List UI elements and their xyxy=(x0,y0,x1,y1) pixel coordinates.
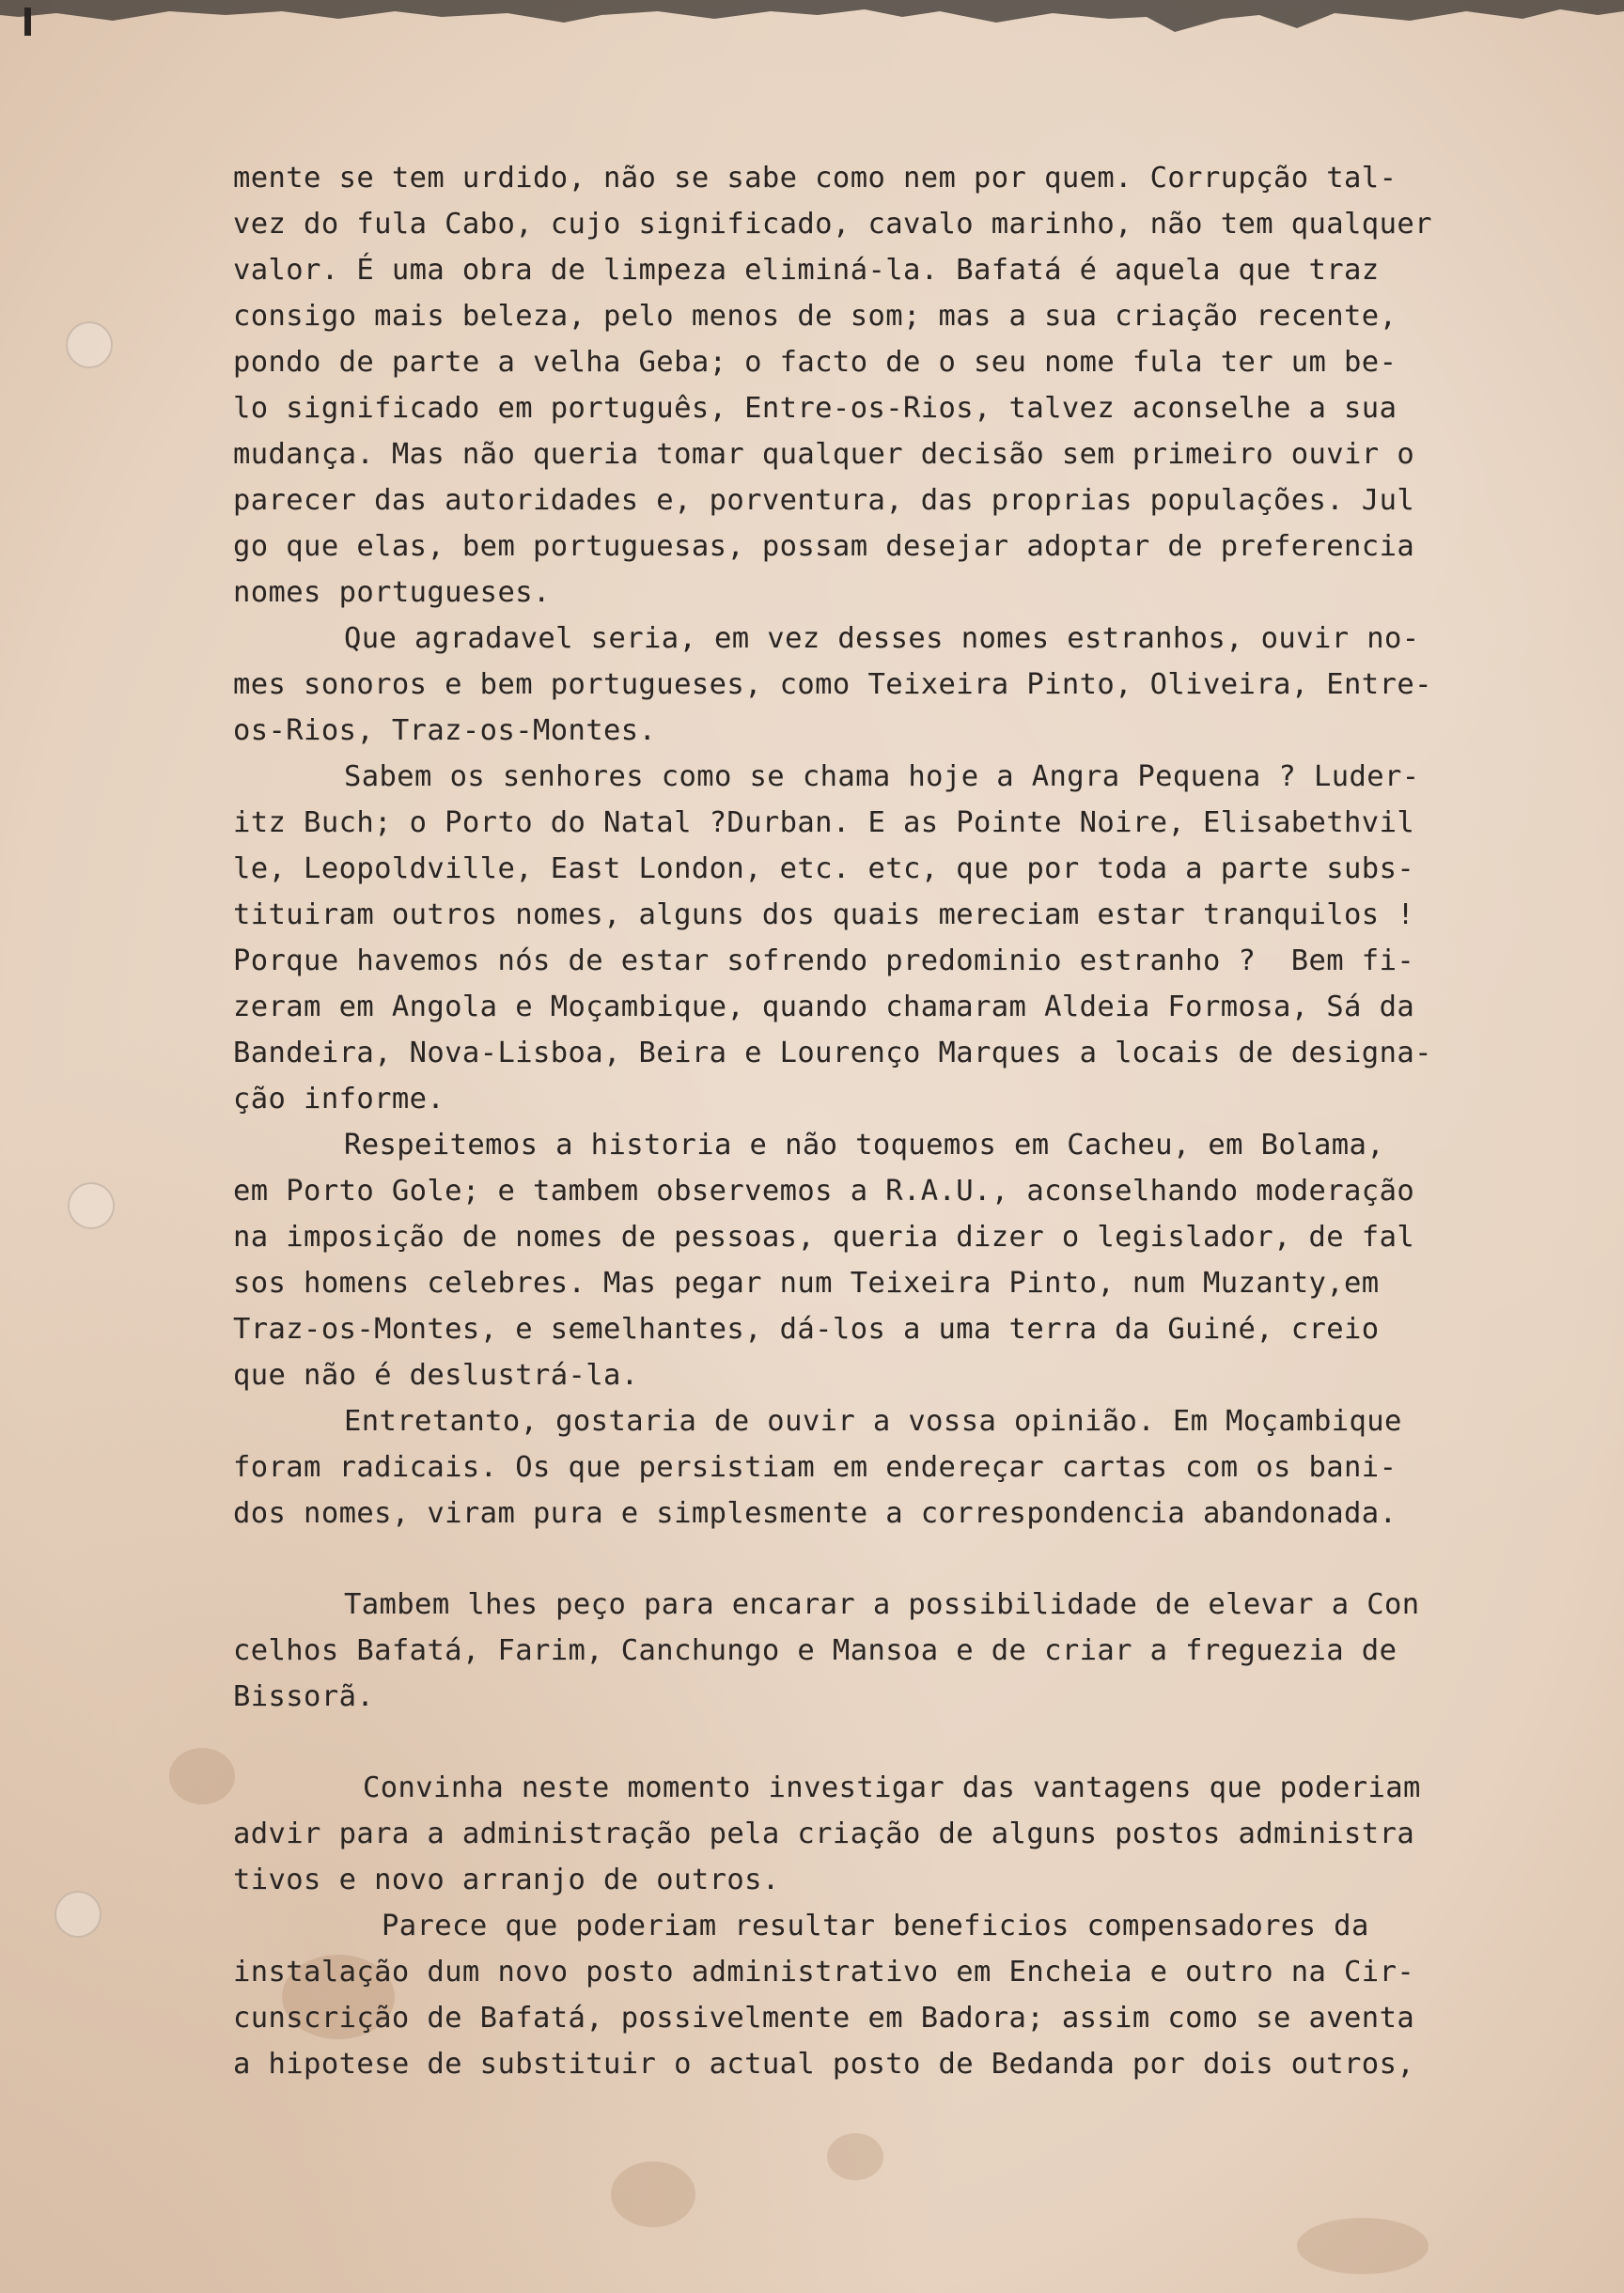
paragraph-place-names xyxy=(233,155,1492,616)
text-line: pondo de parte a velha Geba; o facto de o seu nome fula ter um be- xyxy=(233,346,1398,379)
text-line: consigo mais beleza, pelo menos de som; mas a sua criação recente, xyxy=(233,300,1398,333)
foxing-stain xyxy=(827,2133,883,2180)
paragraph-concelhos xyxy=(233,1582,1492,1720)
paragraph-history xyxy=(233,1122,1492,1398)
paragraph-portuguese-names xyxy=(233,616,1492,754)
text-line: dos nomes, viram pura e simplesmente a correspondencia abandonada. xyxy=(233,1497,1398,1530)
text-line: Traz-os-Montes, e semelhantes, dá-los a uma terra da Guiné, creio xyxy=(233,1313,1380,1346)
paragraph-administrative-posts xyxy=(233,1765,1492,1903)
paragraph-gap xyxy=(233,1536,1492,1582)
text-line: advir para a administração pela criação de alguns postos administra xyxy=(233,1817,1415,1850)
text-line: tivos e novo arranjo de outros. xyxy=(233,1864,780,1896)
paragraph-opinion xyxy=(233,1398,1492,1536)
typewritten-text xyxy=(233,155,1492,2087)
text-line: na imposição de nomes de pessoas, queria dizer o legislador, de fal xyxy=(233,1221,1415,1254)
punch-hole xyxy=(66,321,113,368)
foxing-stain xyxy=(611,2161,695,2227)
punch-hole xyxy=(68,1182,115,1229)
text-line: lo significado em português, Entre-os-Rios, talvez aconselhe a sua xyxy=(233,392,1398,425)
paragraph-new-posts xyxy=(233,1903,1492,2087)
text-line: os-Rios, Traz-os-Montes. xyxy=(233,714,657,747)
text-line: itz Buch; o Porto do Natal ?Durban. E as Pointe Noire, Elisabethvil xyxy=(233,806,1415,839)
text-line: mente se tem urdido, não se sabe como nem por quem. Corrupção tal- xyxy=(233,162,1398,195)
foxing-stain xyxy=(1297,2218,1429,2274)
text-line: valor. É uma obra de limpeza eliminá-la. Bafatá é aquela que traz xyxy=(233,254,1380,287)
foxing-stain xyxy=(169,1748,235,1804)
punch-hole xyxy=(55,1891,102,1938)
text-line: vez do fula Cabo, cujo significado, cavalo marinho, não tem qualquer xyxy=(233,208,1432,241)
text-line: Entretanto, gostaria de ouvir a vossa opinião. Em Moçambique xyxy=(344,1405,1402,1438)
text-line: foram radicais. Os que persistiam em endereçar cartas com os bani- xyxy=(233,1451,1398,1484)
paragraph-gap xyxy=(233,1720,1492,1765)
paragraph-foreign-examples xyxy=(233,754,1492,1122)
text-line: go que elas, bem portuguesas, possam desejar adoptar de preferencia xyxy=(233,530,1415,563)
text-line: a hipotese de substituir o actual posto de Bedanda por dois outros, xyxy=(233,2048,1415,2081)
text-line: Sabem os senhores como se chama hoje a Angra Pequena ? Luder- xyxy=(344,760,1420,793)
text-line: em Porto Gole; e tambem observemos a R.A.U., aconselhando moderação xyxy=(233,1175,1415,1208)
text-line: zeram em Angola e Moçambique, quando chamaram Aldeia Formosa, Sá da xyxy=(233,991,1415,1023)
text-line: sos homens celebres. Mas pegar num Teixeira Pinto, num Muzanty,em xyxy=(233,1267,1380,1300)
text-line: celhos Bafatá, Farim, Canchungo e Mansoa e de criar a freguezia de xyxy=(233,1634,1398,1667)
text-line: que não é deslustrá-la. xyxy=(233,1359,639,1392)
text-line: Que agradavel seria, em vez desses nomes estranhos, ouvir no- xyxy=(344,622,1420,655)
text-line: Bandeira, Nova-Lisboa, Beira e Lourenço Marques a locais de designa- xyxy=(233,1037,1432,1069)
text-line: Parece que poderiam resultar beneficios compensadores da xyxy=(382,1910,1369,1942)
text-line: instalação dum novo posto administrativo em Encheia e outro na Cir- xyxy=(233,1956,1415,1989)
text-line: mudança. Mas não queria tomar qualquer decisão sem primeiro ouvir o xyxy=(233,438,1415,471)
text-line: Convinha neste momento investigar das vantagens que poderiam xyxy=(363,1771,1421,1804)
text-line: nomes portugueses. xyxy=(233,576,551,609)
text-line: mes sonoros e bem portugueses, como Teixeira Pinto, Oliveira, Entre- xyxy=(233,668,1432,701)
text-line: cunscrição de Bafatá, possivelmente em Badora; assim como se aventa xyxy=(233,2002,1415,2035)
text-line: parecer das autoridades e, porventura, das proprias populações. Jul xyxy=(233,484,1415,517)
text-line: ção informe. xyxy=(233,1083,445,1115)
text-line: Tambem lhes peço para encarar a possibilidade de elevar a Con xyxy=(344,1588,1420,1621)
text-line: Respeitemos a historia e não toquemos em Cacheu, em Bolama, xyxy=(344,1129,1384,1162)
text-line: tituiram outros nomes, alguns dos quais mereciam estar tranquilos ! xyxy=(233,898,1415,931)
text-line: le, Leopoldville, East London, etc. etc, que por toda a parte subs- xyxy=(233,852,1415,885)
text-line: Bissorã. xyxy=(233,1680,375,1713)
torn-top-edge xyxy=(0,0,1624,39)
text-line: Porque havemos nós de estar sofrendo predominio estranho ? Bem fi- xyxy=(233,944,1415,977)
